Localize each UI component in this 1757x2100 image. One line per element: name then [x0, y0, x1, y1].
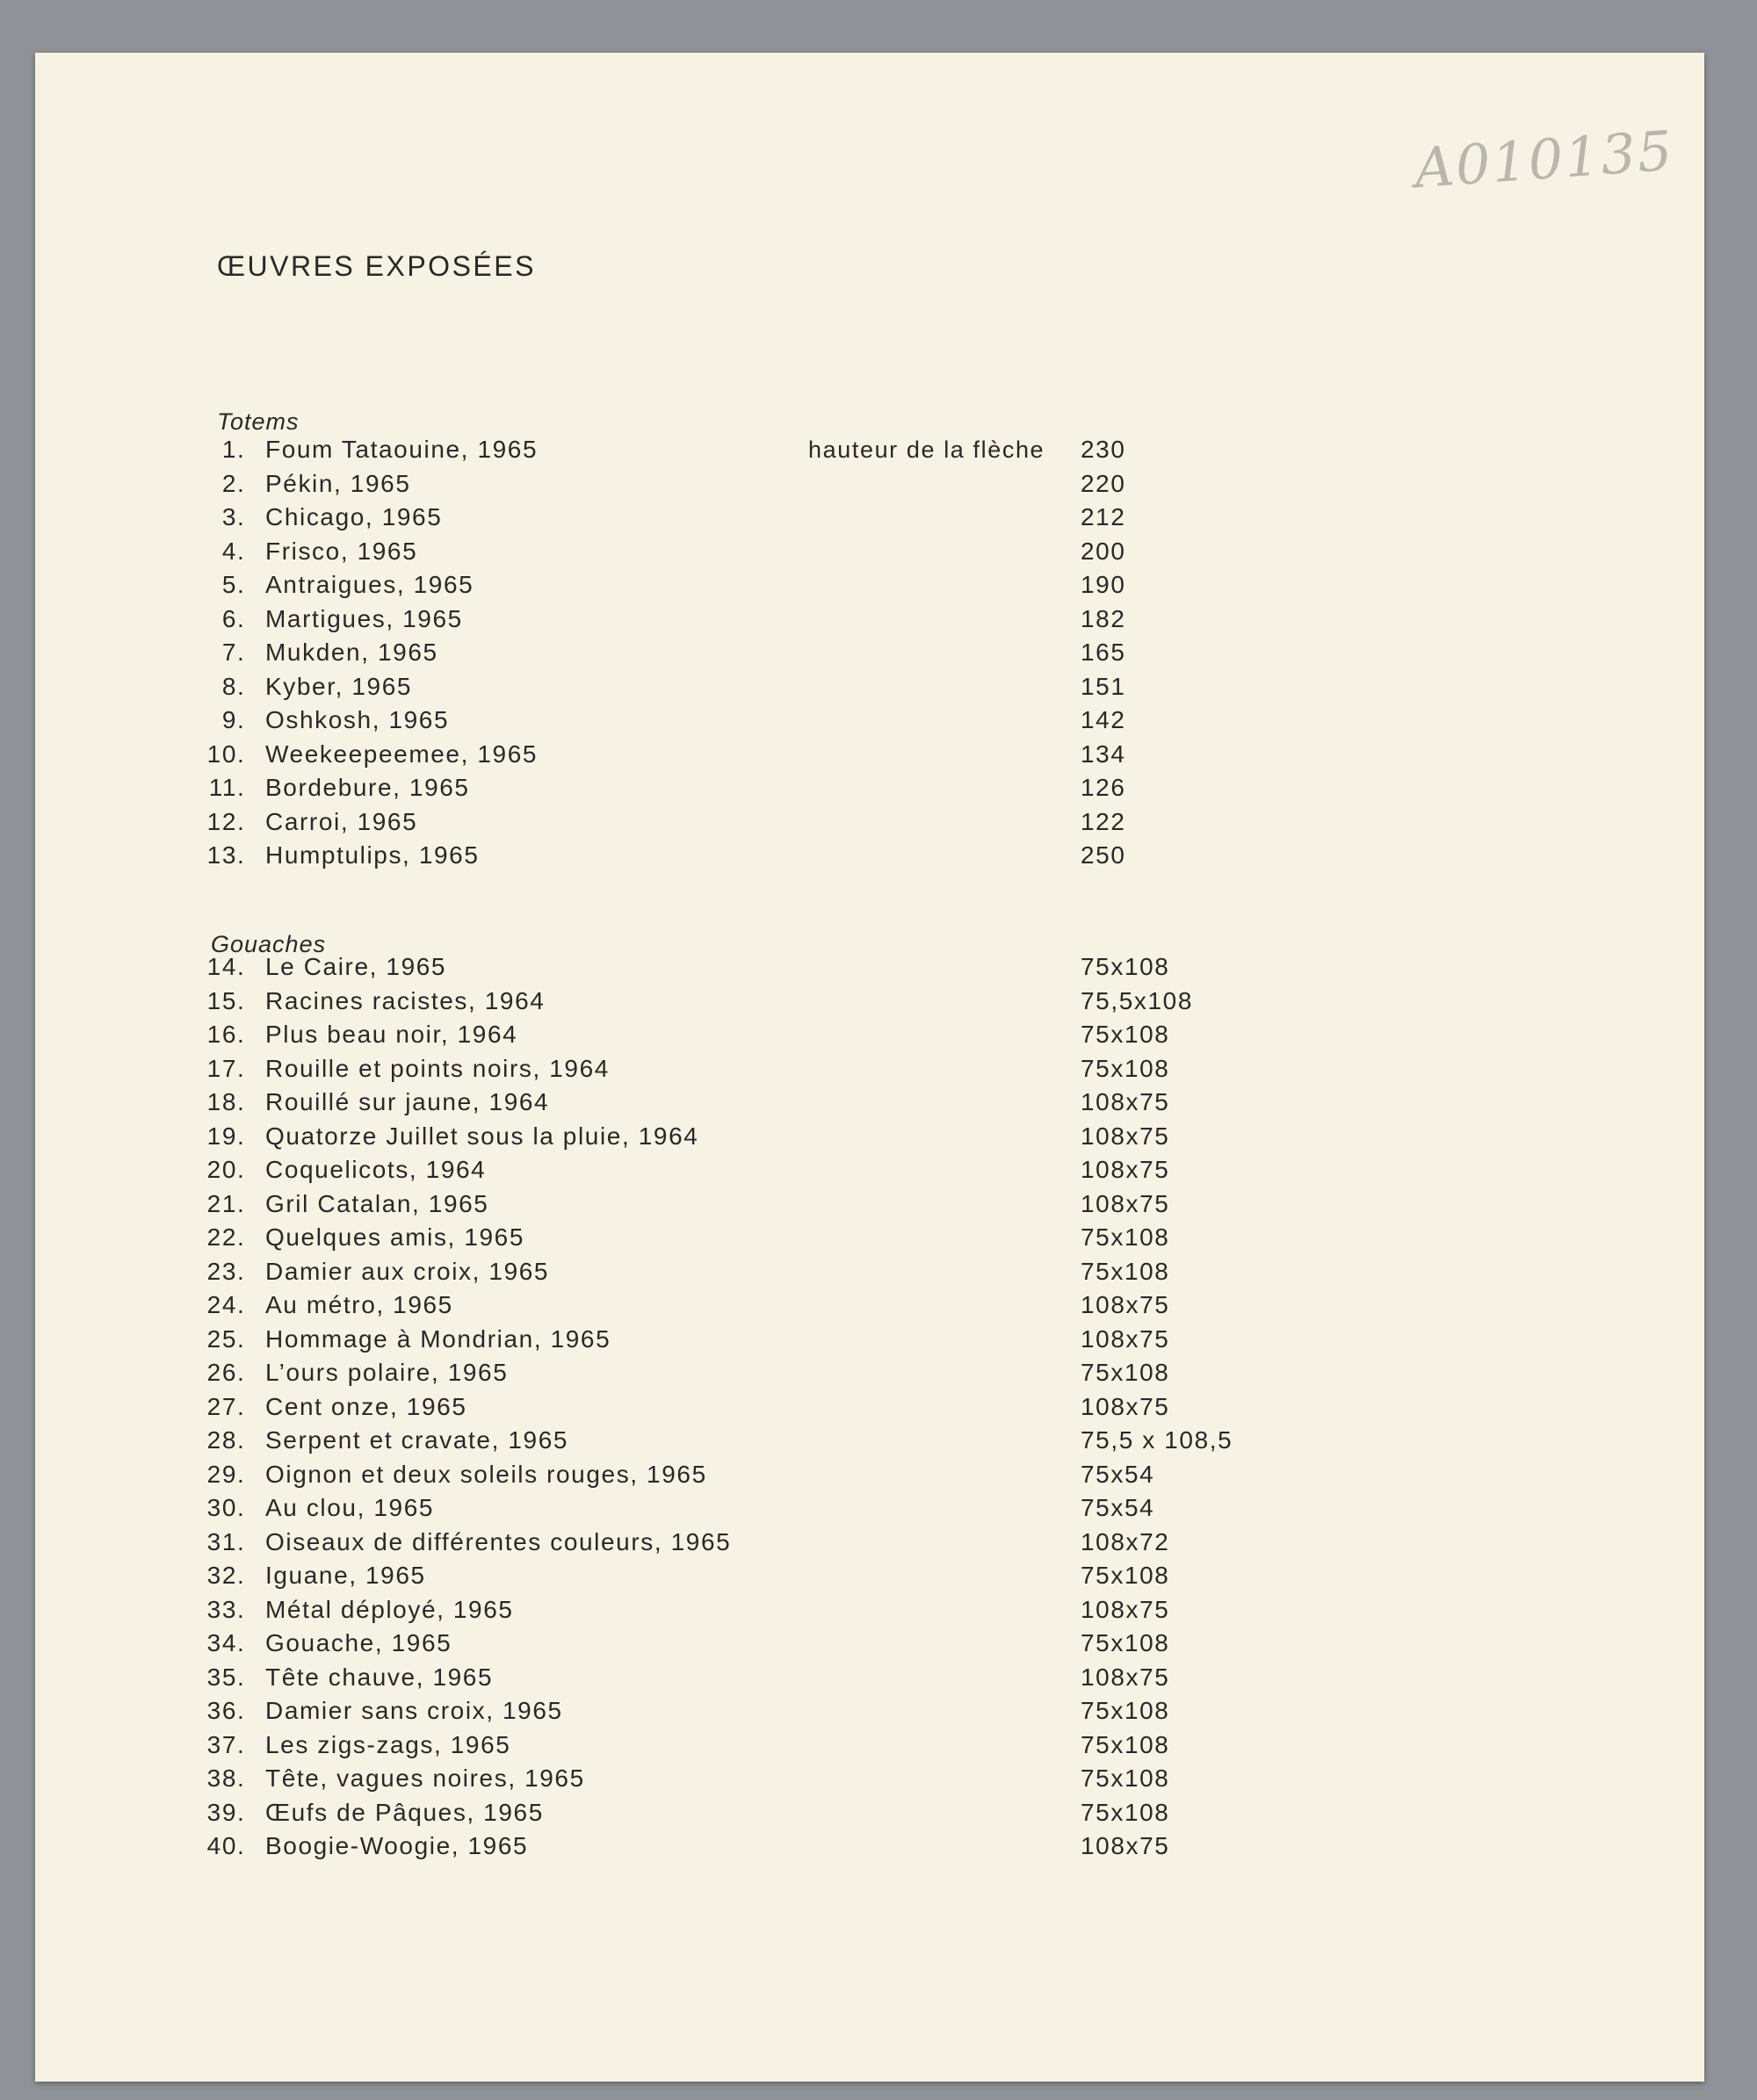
item-number: 36.	[206, 1697, 246, 1724]
item-number: 32.	[206, 1562, 246, 1589]
list-item	[35, 771, 1704, 805]
item-dimension: 108x75	[1081, 1324, 1170, 1353]
item-title: Œufs de Pâques, 1965	[265, 1798, 544, 1826]
item-number: 31.	[206, 1527, 246, 1555]
item-dimension: 134	[1081, 740, 1126, 768]
item-number: 15.	[206, 986, 246, 1014]
item-title: Plus beau noir, 1964	[265, 1021, 518, 1048]
item-dimension: 142	[1081, 706, 1126, 733]
item-number-value: 27	[206, 1392, 237, 1420]
item-number-value: 8	[221, 672, 237, 700]
item-title: Chicago, 1965	[265, 503, 443, 530]
list-item	[35, 1559, 1704, 1592]
item-number: 24.	[206, 1291, 246, 1318]
item-number: 1.	[221, 436, 246, 463]
item-dimension: 190	[1081, 571, 1126, 598]
item-number: 18.	[206, 1088, 246, 1115]
item-title: Serpent et cravate, 1965	[265, 1426, 569, 1454]
item-title: Bordebure, 1965	[265, 774, 470, 801]
item-number: 40.	[206, 1832, 246, 1859]
list-item	[35, 950, 1704, 984]
item-title: Les zigs-zags, 1965	[265, 1730, 511, 1758]
item-title: Oiseaux de différentes couleurs, 1965	[265, 1527, 732, 1555]
item-title: Cent onze, 1965	[265, 1392, 467, 1420]
item-number: 12.	[206, 807, 246, 835]
item-number-value: 20	[206, 1156, 237, 1183]
item-title: Tête chauve, 1965	[265, 1663, 494, 1691]
item-number: 16.	[206, 1021, 246, 1048]
item-number-value: 33	[206, 1595, 237, 1623]
item-title: Métal déployé, 1965	[265, 1595, 514, 1623]
item-number-value: 30	[206, 1494, 237, 1521]
item-number: 37.	[206, 1730, 246, 1758]
list-item	[35, 1424, 1704, 1457]
item-note: hauteur de la flèche	[808, 437, 1045, 463]
list-item	[35, 805, 1704, 839]
list-item	[35, 1661, 1704, 1694]
item-dimension: 108x75	[1081, 1189, 1170, 1217]
item-number-value: 7	[221, 639, 237, 666]
item-title: Iguane, 1965	[265, 1562, 426, 1589]
item-title: L’ours polaire, 1965	[265, 1359, 509, 1386]
item-number: 34.	[206, 1629, 246, 1656]
list-item	[35, 467, 1704, 501]
list-item	[35, 704, 1704, 737]
item-title: Le Caire, 1965	[265, 953, 447, 980]
item-title: Rouille et points noirs, 1964	[265, 1054, 610, 1082]
item-title: Antraigues, 1965	[265, 571, 474, 598]
list-item	[35, 1153, 1704, 1187]
item-number-value: 39	[206, 1798, 237, 1826]
item-number: 25.	[206, 1324, 246, 1353]
item-dimension: 75x54	[1081, 1494, 1155, 1521]
item-number-value: 13	[206, 841, 237, 869]
item-title: Coquelicots, 1964	[265, 1156, 487, 1183]
list-item	[35, 1526, 1704, 1559]
item-number: 28.	[206, 1426, 246, 1454]
item-number-value: 34	[206, 1629, 237, 1656]
list-item	[35, 1796, 1704, 1829]
list-item	[35, 535, 1704, 568]
item-number: 22.	[206, 1223, 246, 1251]
item-number-value: 29	[206, 1460, 237, 1488]
item-number: 9.	[221, 706, 246, 733]
item-dimension: 75x108	[1081, 1764, 1170, 1792]
item-number: 29.	[206, 1460, 246, 1488]
list-item	[35, 839, 1704, 872]
item-number: 14.	[206, 953, 246, 980]
item-number: 23.	[206, 1257, 246, 1285]
item-title: Racines racistes, 1964	[265, 986, 546, 1014]
item-dimension: 108x75	[1081, 1156, 1170, 1183]
item-number-value: 38	[206, 1764, 237, 1792]
item-title: Mukden, 1965	[265, 639, 438, 666]
list-item	[35, 1390, 1704, 1424]
item-title: Martigues, 1965	[265, 604, 463, 632]
item-number: 39.	[206, 1798, 246, 1826]
item-dimension: 108x72	[1081, 1527, 1170, 1555]
item-title: Frisco, 1965	[265, 537, 418, 565]
item-number: 26.	[206, 1359, 246, 1386]
list-item	[35, 1288, 1704, 1322]
item-number-value: 6	[221, 604, 237, 632]
item-title: Pékin, 1965	[265, 469, 411, 497]
item-dimension: 75x108	[1081, 1562, 1170, 1589]
item-dimension: 126	[1081, 774, 1126, 801]
list-item	[35, 636, 1704, 669]
list-item	[35, 670, 1704, 704]
item-number: 20.	[206, 1156, 246, 1183]
list-item	[35, 1627, 1704, 1660]
item-dimension: 108x75	[1081, 1663, 1170, 1691]
item-number-value: 23	[206, 1257, 237, 1285]
item-number-value: 21	[206, 1189, 237, 1217]
item-number: 7.	[221, 639, 246, 666]
list-item	[35, 1323, 1704, 1356]
item-dimension: 75,5 x 108,5	[1081, 1426, 1233, 1454]
item-number-value: 5	[221, 571, 237, 598]
item-dimension: 200	[1081, 537, 1126, 565]
list-item	[35, 1491, 1704, 1525]
item-title: Damier aux croix, 1965	[265, 1257, 550, 1285]
list-item	[35, 1120, 1704, 1153]
item-dimension: 212	[1081, 503, 1126, 530]
item-number: 2.	[221, 469, 246, 497]
item-number-value: 3	[221, 503, 237, 530]
item-dimension: 122	[1081, 807, 1126, 835]
item-number: 27.	[206, 1392, 246, 1420]
item-title: Gril Catalan, 1965	[265, 1189, 489, 1217]
list-item	[35, 1458, 1704, 1491]
item-number: 30.	[206, 1494, 246, 1521]
item-number-value: 15	[206, 986, 237, 1014]
item-dimension: 75x108	[1081, 1223, 1170, 1251]
item-title: Oignon et deux soleils rouges, 1965	[265, 1460, 707, 1488]
item-number-value: 25	[206, 1324, 237, 1353]
item-dimension: 108x75	[1081, 1291, 1170, 1318]
item-title: Kyber, 1965	[265, 672, 413, 700]
item-title: Quelques amis, 1965	[265, 1223, 525, 1251]
item-dimension: 151	[1081, 672, 1126, 700]
list-item	[35, 1762, 1704, 1795]
item-dimension: 75x108	[1081, 1054, 1170, 1082]
item-title: Humptulips, 1965	[265, 841, 480, 869]
list-item	[35, 1593, 1704, 1627]
handwritten-reference-number: A010135	[1412, 118, 1676, 201]
item-number-value: 9	[221, 706, 237, 733]
item-dimension: 75x108	[1081, 1021, 1170, 1048]
item-dimension: 75x108	[1081, 1359, 1170, 1386]
list-item	[35, 433, 1704, 466]
item-number: 33.	[206, 1595, 246, 1623]
item-dimension: 75x108	[1081, 1697, 1170, 1724]
item-number: 19.	[206, 1122, 246, 1150]
item-title: Weekeepeemee, 1965	[265, 740, 539, 768]
item-title: Foum Tataouine, 1965	[265, 436, 539, 463]
item-number: 17.	[206, 1054, 246, 1082]
item-title: Carroi, 1965	[265, 807, 418, 835]
item-number-value: 35	[206, 1663, 237, 1691]
list-item	[35, 1018, 1704, 1051]
item-dimension: 108x75	[1081, 1122, 1170, 1150]
list-item	[35, 985, 1704, 1018]
page-title: ŒUVRES EXPOSÉES	[217, 250, 536, 282]
item-number-value: 11	[208, 774, 237, 801]
item-number-value: 16	[206, 1021, 237, 1048]
item-title: Oshkosh, 1965	[265, 706, 450, 733]
item-number-value: 14	[206, 953, 237, 980]
item-dimension: 108x75	[1081, 1595, 1170, 1623]
item-number-value: 37	[206, 1730, 237, 1758]
item-title: Au clou, 1965	[265, 1494, 435, 1521]
item-title: Tête, vagues noires, 1965	[265, 1764, 585, 1792]
item-dimension: 108x75	[1081, 1832, 1170, 1859]
catalogue-page	[35, 53, 1704, 2082]
item-number: 35.	[206, 1663, 246, 1691]
list-item	[35, 1221, 1704, 1254]
item-dimension: 220	[1081, 469, 1126, 497]
list-item	[35, 1255, 1704, 1288]
section-heading-totems: Totems	[217, 408, 300, 435]
item-number-value: 40	[206, 1832, 237, 1859]
list-item	[35, 501, 1704, 534]
item-dimension: 75x54	[1081, 1460, 1155, 1488]
list-item	[35, 1694, 1704, 1728]
item-number-value: 2	[221, 469, 237, 497]
item-dimension: 165	[1081, 639, 1126, 666]
item-dimension: 108x75	[1081, 1392, 1170, 1420]
item-number-value: 18	[206, 1088, 237, 1115]
item-title: Boogie-Woogie, 1965	[265, 1832, 529, 1859]
item-number: 13.	[206, 841, 246, 869]
item-number-value: 26	[206, 1359, 237, 1386]
item-dimension: 108x75	[1081, 1088, 1170, 1115]
item-number: 11.	[208, 774, 246, 801]
section-heading-gouaches: Gouaches	[211, 931, 327, 957]
item-number-value: 28	[206, 1426, 237, 1454]
item-title: Damier sans croix, 1965	[265, 1697, 563, 1724]
list-item	[35, 1187, 1704, 1221]
item-dimension: 75x108	[1081, 1730, 1170, 1758]
item-number-value: 19	[206, 1122, 237, 1150]
list-item	[35, 1728, 1704, 1762]
item-number-value: 22	[206, 1223, 237, 1251]
list-item	[35, 1356, 1704, 1389]
item-number-value: 32	[206, 1562, 237, 1589]
item-number: 3.	[221, 503, 246, 530]
list-item	[35, 1086, 1704, 1119]
item-number-value: 24	[206, 1291, 237, 1318]
item-number: 38.	[206, 1764, 246, 1792]
item-dimension: 75x108	[1081, 1798, 1170, 1826]
item-number: 10.	[206, 740, 246, 768]
item-title: Au métro, 1965	[265, 1291, 453, 1318]
list-item	[35, 603, 1704, 636]
list-item	[35, 738, 1704, 771]
item-number: 6.	[221, 604, 246, 632]
item-number-value: 31	[206, 1527, 237, 1555]
list-item	[35, 1829, 1704, 1863]
item-number-value: 12	[206, 807, 237, 835]
item-dimension: 182	[1081, 604, 1126, 632]
list-item	[35, 568, 1704, 602]
list-item	[35, 1052, 1704, 1086]
item-number-value: 1	[221, 436, 237, 463]
item-title: Quatorze Juillet sous la pluie, 1964	[265, 1122, 699, 1150]
item-dimension: 230	[1081, 436, 1126, 463]
item-number: 5.	[221, 571, 246, 598]
item-number: 21.	[206, 1189, 246, 1217]
item-number-value: 36	[206, 1697, 237, 1724]
item-title: Gouache, 1965	[265, 1629, 452, 1656]
item-number-value: 10	[206, 740, 237, 768]
item-dimension: 75x108	[1081, 1257, 1170, 1285]
item-number: 4.	[221, 537, 246, 565]
item-number-value: 17	[206, 1054, 237, 1082]
item-dimension: 75x108	[1081, 1629, 1170, 1656]
item-dimension: 75,5x108	[1081, 986, 1194, 1014]
item-title: Hommage à Mondrian, 1965	[265, 1324, 611, 1353]
item-title: Rouillé sur jaune, 1964	[265, 1088, 550, 1115]
item-dimension: 250	[1081, 841, 1126, 869]
item-number-value: 4	[221, 537, 237, 565]
item-dimension: 75x108	[1081, 953, 1170, 980]
item-number: 8.	[221, 672, 246, 700]
